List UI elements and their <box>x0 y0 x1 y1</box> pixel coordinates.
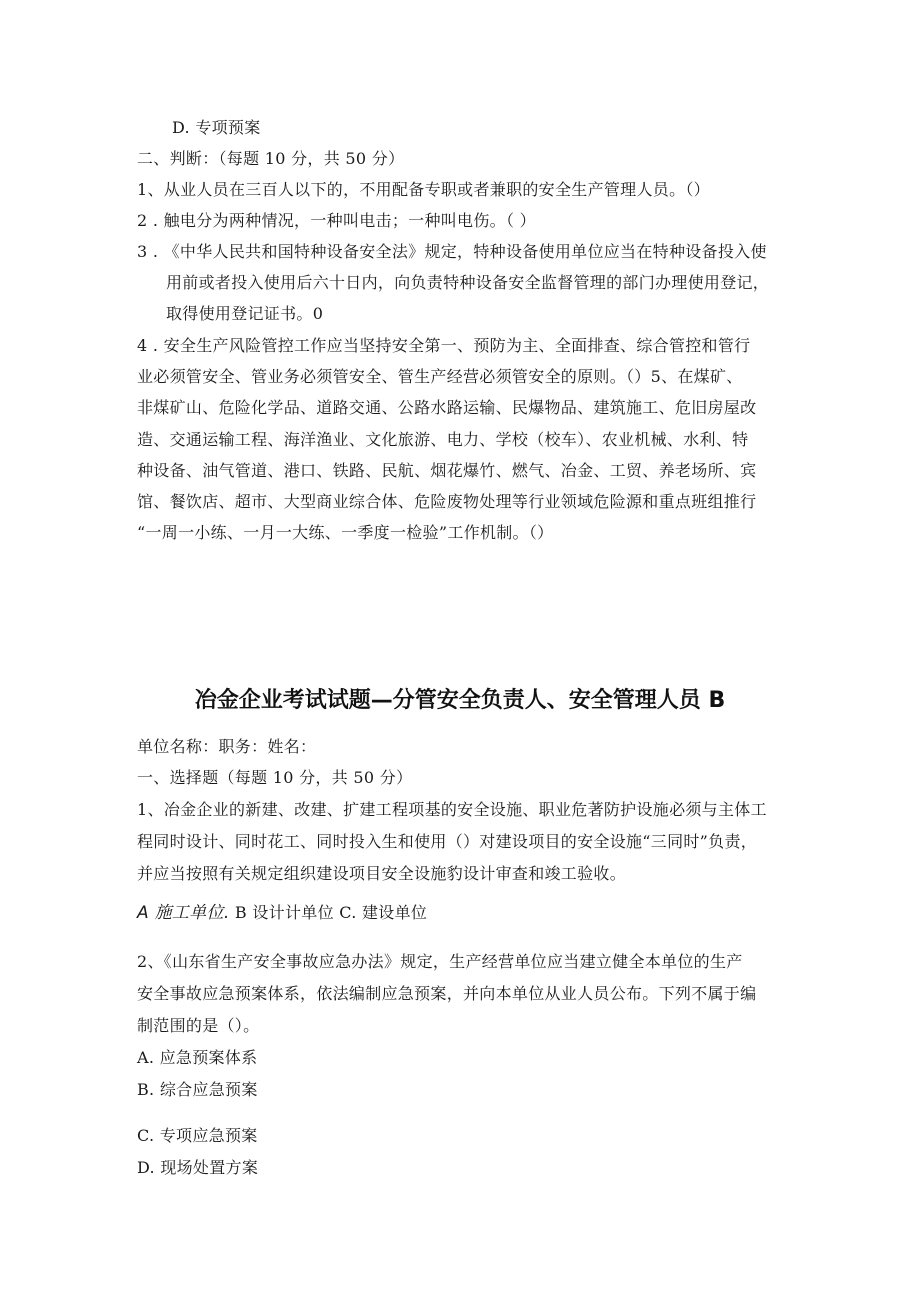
choice-question-1-options <box>137 903 427 923</box>
judge-question-2: 2 . 触电分为两种情况，一种叫电击；一种叫电伤。（ ） <box>137 211 536 230</box>
choice-question-2-line-1: 2、《山东省生产安全事故应急办法》规定，生产经营单位应当建立健全本单位的生产 <box>137 952 743 971</box>
choice-question-1-line-3: 并应当按照有关规定组织建设项目安全设施豹设计审查和竣工验收。 <box>137 864 627 883</box>
judge-question-4-line-3: 非煤矿山、危险化学品、道路交通、公路水路运输、民爆物品、建筑施工、危旧房屋改 <box>137 398 757 417</box>
choice-question-2-line-2: 安全事故应急预案体系，依法编制应急预案，并向本单位从业人员公布。下列不属于编 <box>137 984 757 1003</box>
judge-question-4-line-5: 种设备、油气管道、港口、铁路、民航、烟花爆竹、燃气、冶金、工贸、养老场所、宾 <box>137 461 757 480</box>
choice-heading: 一、选择题（每题 10 分，共 50 分） <box>137 768 413 787</box>
judge-question-3-line-2: 用前或者投入使用后六十日内，向负责特种设备安全监督管理的部门办理使用登记， <box>166 273 770 292</box>
choice-question-2-option-b: B. 综合应急预案 <box>137 1080 258 1099</box>
judge-question-3-line-3: 取得使用登记证书。0 <box>166 304 324 323</box>
judge-question-4-line-4: 造、交通运输工程、海洋渔业、文化旅游、电力、学校（校车）、农业机械、水利、特 <box>137 430 749 449</box>
option-d: D. 专项预案 <box>172 118 261 137</box>
choice-question-2-option-a: A. 应急预案体系 <box>137 1048 258 1067</box>
judge-question-4-line-7: “一周一小练、一月一大练、一季度一检验”工作机制。（） <box>137 523 554 542</box>
choice-question-2-option-d: D. 现场处置方案 <box>137 1158 259 1177</box>
choice-question-1-line-2: 程同时设计、同时花工、同时投入生和使用（）对建设项目的安全设施“三同时”负责， <box>137 832 758 851</box>
choice-question-2-line-3: 制范围的是（）。 <box>137 1016 260 1035</box>
judge-question-1: 1、从业人员在三百人以下的，不用配备专职或者兼职的安全生产管理人员。（） <box>137 180 710 199</box>
judge-heading: 二、判断：（每题 10 分，共 50 分） <box>137 149 405 168</box>
choice-question-1-line-1: 1、冶金企业的新建、改建、扩建工程项基的安全设施、职业危著防护设施必须与主体工 <box>137 800 767 819</box>
option-a-italic: A 施工单位. <box>137 903 230 923</box>
judge-question-4-line-1: 4 . 安全生产风险管控工作应当坚持安全第一、预防为主、全面排查、综合管控和管行 <box>137 336 751 355</box>
info-line: 单位名称：职务：姓名： <box>137 737 317 756</box>
exam-title: 冶金企业考试试题—分管安全负责人、安全管理人员 B <box>194 688 726 713</box>
judge-question-4-line-6: 馆、餐饮店、超市、大型商业综合体、危险废物处理等行业领域危险源和重点班组推行 <box>137 492 757 511</box>
judge-question-4-line-2: 业必须管安全、管业务必须管安全、管生产经营必须管安全的原则。（）5、在煤矿、 <box>137 367 743 386</box>
judge-question-3-line-1: 3 . 《中华人民共和国特种设备安全法》规定，特种设备使用单位应当在特种设备投入使 <box>137 242 767 261</box>
choice-question-2-option-c: C. 专项应急预案 <box>137 1126 258 1145</box>
options-rest: B 设计计单位 C. 建设单位 <box>229 903 428 922</box>
